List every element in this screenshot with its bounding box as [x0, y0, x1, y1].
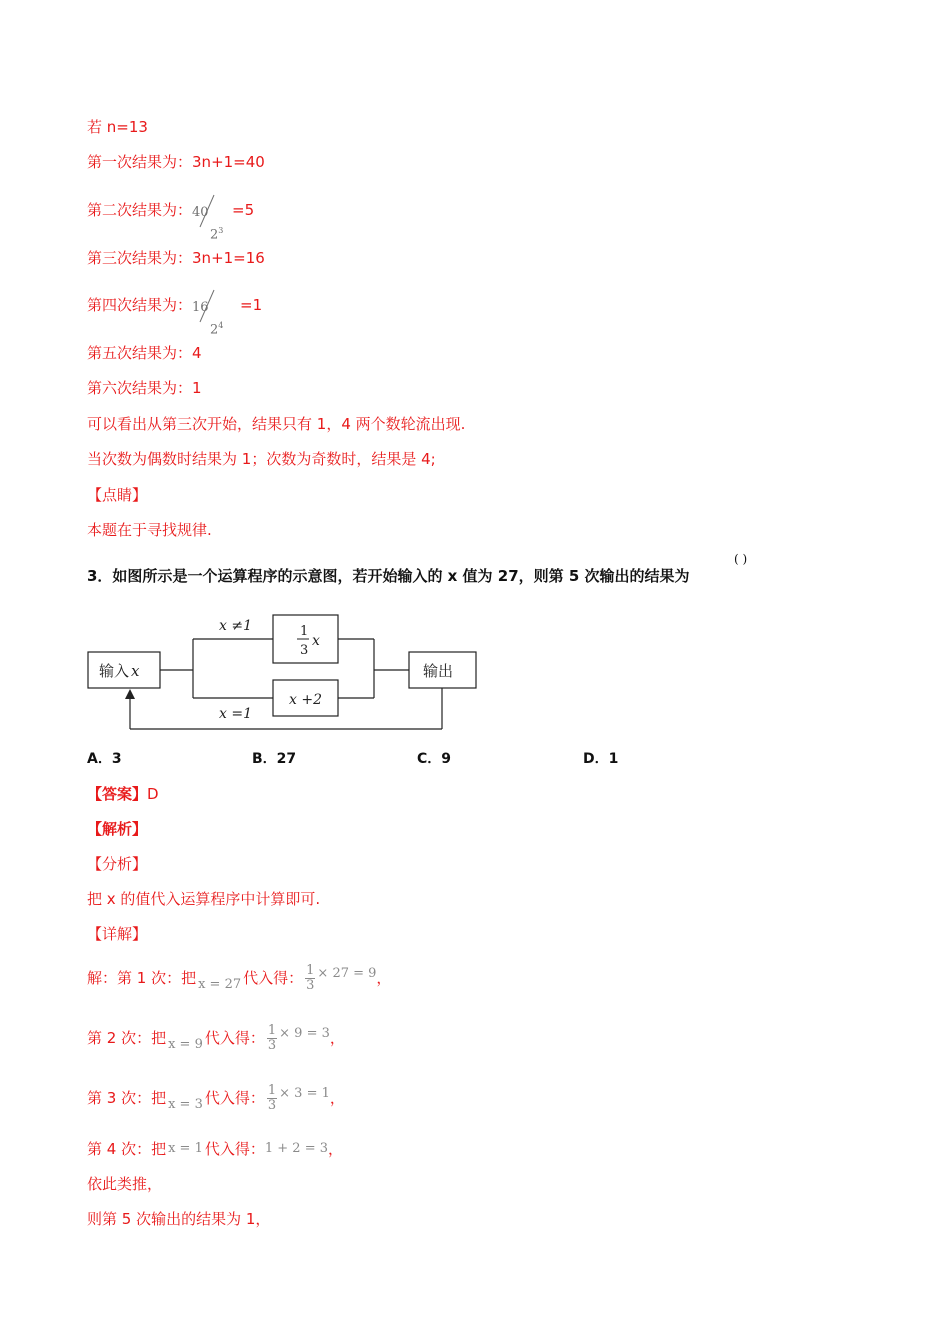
- label: 第二次结果为：: [87, 201, 193, 219]
- fraction: [305, 964, 315, 993]
- text-line: [87, 283, 263, 337]
- numerator: 1: [267, 1023, 277, 1038]
- slash-fraction: [192, 189, 232, 242]
- option-c: C．9: [417, 751, 452, 767]
- option-b: B．27: [252, 751, 297, 767]
- question-text: 3．如图所示是一个运算程序的示意图，若开始输入的 x 值为 27，则第 5 次输出的结果为: [87, 567, 690, 585]
- text-line: 则第 5 次输出的结果为 1，: [87, 1210, 271, 1228]
- fraction-variable: x: [312, 633, 320, 649]
- text-line: 当次数为偶数时结果为 1；次数为奇数时，结果是 4;: [87, 450, 436, 468]
- fenxi-heading: 【分析】: [87, 855, 148, 873]
- arrow-head: [125, 689, 135, 699]
- label: 第一次结果为：: [87, 153, 193, 171]
- denominator: 3: [306, 978, 315, 993]
- option-d: D．1: [583, 751, 619, 767]
- text-line: 依此类推，: [87, 1175, 163, 1193]
- result: =5: [232, 201, 255, 219]
- equation: × 9 = 3: [279, 1026, 330, 1041]
- solution-step-4: [87, 1139, 343, 1161]
- output-label: 输出: [423, 662, 454, 680]
- section-heading: 【点睛】: [87, 486, 148, 504]
- analysis-heading: 【解析】: [87, 820, 148, 838]
- solution-step-1: [87, 956, 391, 1000]
- fenxi-text: 把 x 的值代入运算程序中计算即可.: [87, 890, 321, 908]
- exponent: 3: [218, 225, 224, 235]
- step-mid: 代入得：: [204, 1029, 265, 1047]
- fraction-numerator: 1: [300, 624, 309, 639]
- answer-paren: ( ): [734, 552, 748, 566]
- text-line: [87, 248, 265, 268]
- bottom-condition: x =1: [219, 706, 252, 722]
- x-value: x = 9: [168, 1037, 203, 1052]
- text-line: 第六次结果为：1: [87, 379, 202, 397]
- flowchart-diagram: [85, 605, 485, 735]
- exponent: 4: [218, 320, 224, 330]
- solution-step-3: [87, 1076, 345, 1120]
- text-line: 可以看出从第三次开始，结果只有 1，4 两个数轮流出现.: [87, 415, 466, 433]
- equation: 1 + 2 = 3: [264, 1141, 329, 1156]
- numerator: 40: [192, 204, 209, 220]
- x-value: x = 27: [198, 977, 242, 992]
- expression: 3n+1=16: [192, 249, 265, 267]
- expression: 3n+1=40: [192, 153, 265, 171]
- text-line: [87, 188, 255, 242]
- label: 第三次结果为：: [87, 249, 193, 267]
- text-line: [87, 152, 265, 172]
- x-value: x = 1: [168, 1141, 203, 1156]
- step-prefix: 解：第 1 次：把: [87, 969, 197, 987]
- option-a: A．3: [87, 751, 122, 767]
- step-prefix: 第 3 次：把: [87, 1089, 167, 1107]
- plus-two-label: x +2: [289, 692, 322, 708]
- x-value: x = 3: [168, 1097, 203, 1112]
- base: 2: [210, 321, 219, 337]
- label: 第四次结果为：: [87, 296, 193, 314]
- top-condition: x ≠1: [219, 618, 252, 634]
- answer-value: D: [147, 785, 159, 803]
- comma: ，: [329, 1029, 345, 1047]
- fraction: [267, 1024, 277, 1053]
- solution-step-2: [87, 1016, 345, 1060]
- equation: × 27 = 9: [317, 966, 377, 981]
- step-mid: 代入得：: [204, 1140, 265, 1158]
- slash-fraction: [192, 284, 232, 337]
- result: =1: [240, 296, 263, 314]
- answer-label: 【答案】: [87, 785, 148, 803]
- denominator: [210, 304, 223, 352]
- detail-heading: 【详解】: [87, 925, 148, 943]
- text-line: 第五次结果为：4: [87, 344, 202, 362]
- equation: × 3 = 1: [279, 1086, 330, 1101]
- step-mid: 代入得：: [204, 1089, 265, 1107]
- numerator: 1: [306, 963, 315, 978]
- comma: ，: [376, 969, 392, 987]
- text-line: 若 n=13: [87, 118, 148, 136]
- answer-line: [87, 784, 159, 804]
- denominator: 3: [267, 1098, 277, 1113]
- comma: ，: [329, 1089, 345, 1107]
- input-label: 输入 x: [99, 662, 140, 680]
- fraction: [267, 1084, 277, 1113]
- text-line: 本题在于寻找规律.: [87, 521, 212, 539]
- step-prefix: 第 4 次：把: [87, 1140, 167, 1158]
- numerator: 1: [267, 1083, 277, 1098]
- base: 2: [210, 226, 219, 242]
- step-mid: 代入得：: [243, 969, 304, 987]
- comma: ，: [328, 1140, 344, 1158]
- fraction-denominator: 3: [300, 643, 309, 658]
- step-prefix: 第 2 次：把: [87, 1029, 167, 1047]
- numerator: 16: [192, 299, 209, 315]
- denominator: 3: [267, 1038, 277, 1053]
